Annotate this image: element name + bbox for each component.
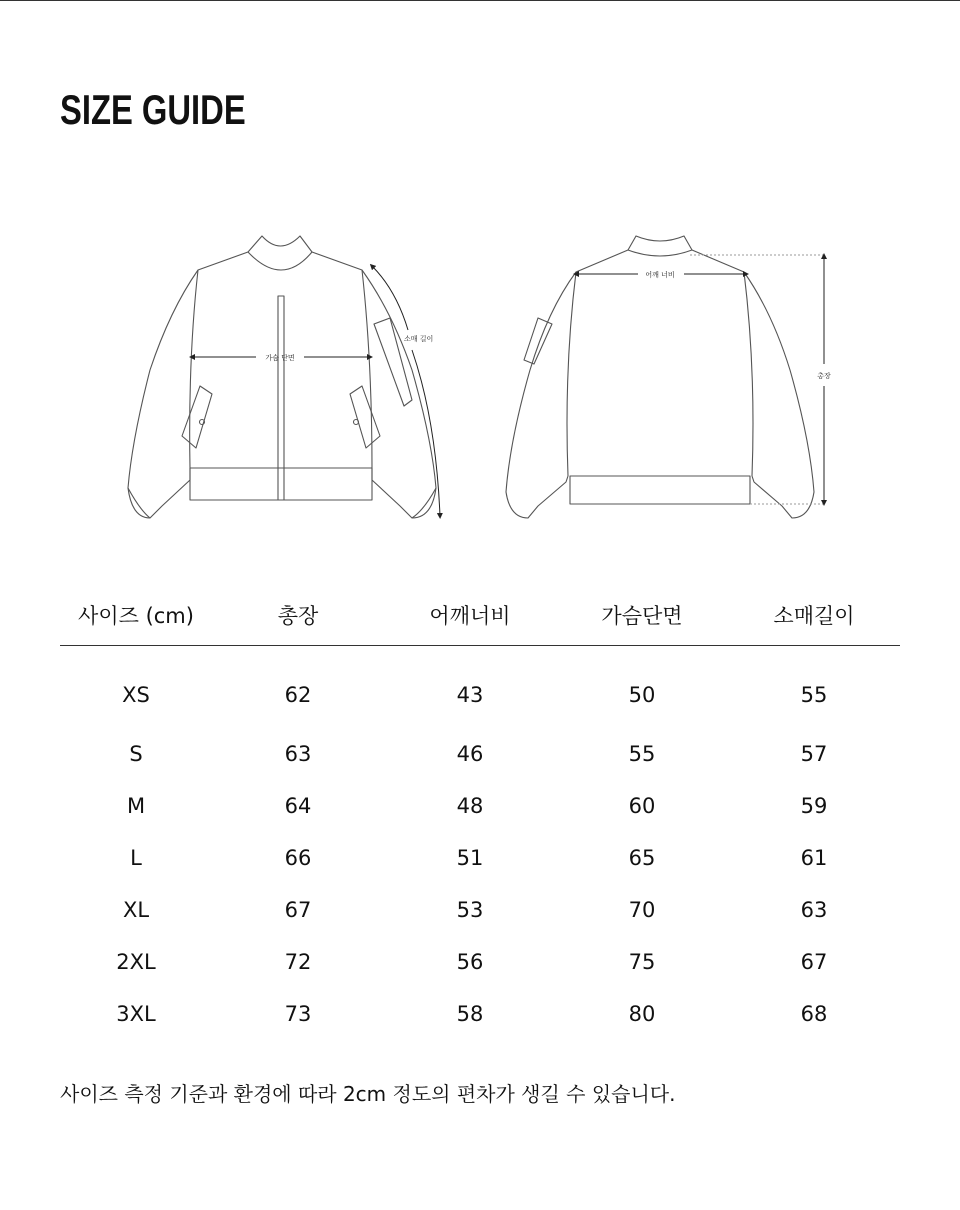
total-length-cell: 62 [284, 683, 312, 707]
column-header-sleeve-length: 소매길이 [728, 585, 900, 646]
total-length-cell: 63 [284, 742, 312, 766]
shoulder-width-cell: 48 [456, 794, 484, 818]
shoulder-width-cell: 43 [456, 683, 484, 707]
table-row [60, 936, 900, 988]
sleeve-length-label: 소매 길이 [404, 335, 434, 343]
chest-width-cell: 70 [628, 898, 656, 922]
top-divider [0, 0, 960, 1]
size-cell: M [126, 794, 146, 818]
sleeve-length-cell: 57 [800, 742, 828, 766]
size-table [60, 585, 900, 1040]
sleeve-length-cell: 68 [800, 1002, 828, 1026]
total-length-label: 총장 [817, 372, 831, 380]
chest-width-cell: 65 [628, 846, 656, 870]
chest-width-cell: 80 [628, 1002, 656, 1026]
chest-width-cell: 75 [628, 950, 656, 974]
shoulder-width-cell: 58 [456, 1002, 484, 1026]
sleeve-length-cell: 59 [800, 794, 828, 818]
chest-width-label: 가슴 단면 [265, 354, 295, 362]
chest-width-cell: 55 [628, 742, 656, 766]
column-header-shoulder-width: 어깨너비 [384, 585, 556, 646]
sleeve-length-cell: 61 [800, 846, 828, 870]
size-cell: XS [122, 683, 150, 707]
shoulder-width-cell: 51 [456, 846, 484, 870]
table-header-row [60, 585, 900, 646]
table-row [60, 988, 900, 1040]
column-header-size: 사이즈 (cm) [60, 585, 212, 646]
size-cell: S [129, 742, 143, 766]
column-header-total-length: 총장 [212, 585, 384, 646]
sleeve-length-cell: 55 [800, 683, 828, 707]
table-row [60, 728, 900, 780]
table-row [60, 832, 900, 884]
shoulder-width-cell: 56 [456, 950, 484, 974]
shoulder-width-cell: 53 [456, 898, 484, 922]
chest-width-cell: 50 [628, 683, 656, 707]
table-row [60, 780, 900, 832]
size-cell: 2XL [116, 950, 156, 974]
size-cell: L [130, 846, 142, 870]
size-cell: 3XL [116, 1002, 156, 1026]
table-row [60, 646, 900, 729]
size-cell: XL [122, 898, 150, 922]
total-length-cell: 72 [284, 950, 312, 974]
chest-width-cell: 60 [628, 794, 656, 818]
shoulder-width-cell: 46 [456, 742, 484, 766]
measurement-disclaimer: 사이즈 측정 기준과 환경에 따라 2cm 정도의 편차가 생길 수 있습니다. [60, 1082, 676, 1106]
sleeve-length-cell: 67 [800, 950, 828, 974]
jacket-front-illustration [128, 236, 436, 518]
jacket-measurement-diagram [0, 200, 960, 540]
page-title: SIZE GUIDE [60, 86, 246, 133]
table-row [60, 884, 900, 936]
total-length-cell: 66 [284, 846, 312, 870]
total-length-cell: 73 [284, 1002, 312, 1026]
shoulder-width-label: 어깨 너비 [645, 271, 675, 279]
sleeve-length-cell: 63 [800, 898, 828, 922]
total-length-cell: 64 [284, 794, 312, 818]
total-length-cell: 67 [284, 898, 312, 922]
column-header-chest-width: 가슴단면 [556, 585, 728, 646]
